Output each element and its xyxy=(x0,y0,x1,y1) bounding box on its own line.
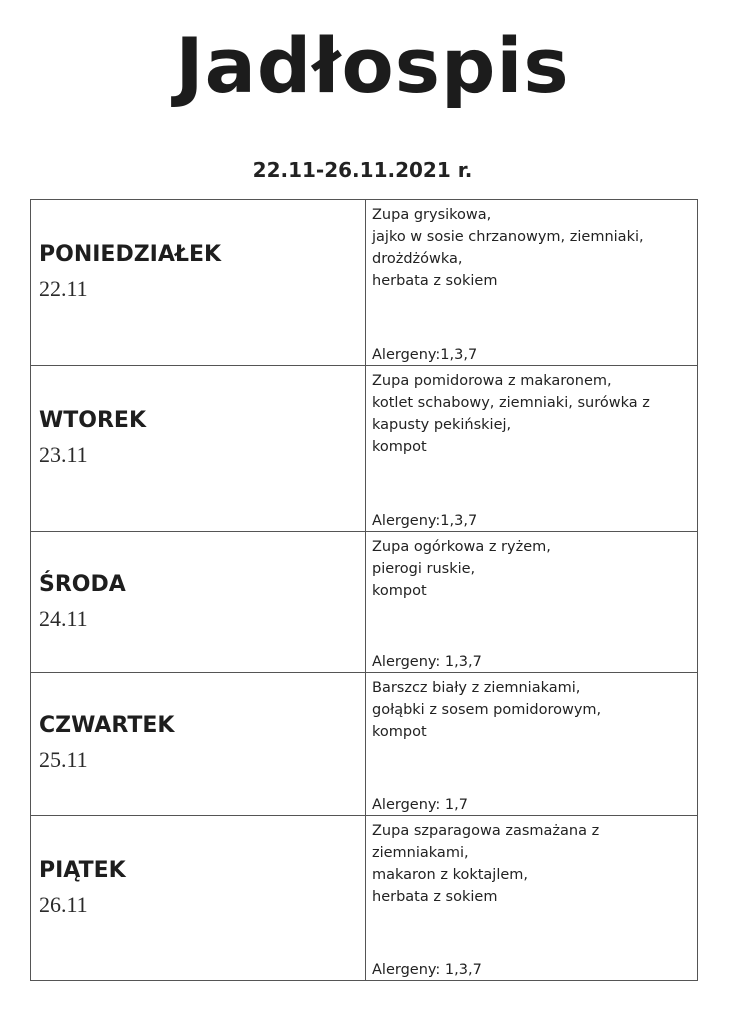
day-date: 22.11 xyxy=(39,276,88,301)
menu-row-wednesday xyxy=(31,532,698,673)
day-date: 26.11 xyxy=(39,892,88,917)
meal-line: kompot xyxy=(372,583,427,599)
day-date: 24.11 xyxy=(39,606,88,631)
allergens-label: Alergeny: 1,3,7 xyxy=(372,654,482,670)
allergens-label: Alergeny:1,3,7 xyxy=(372,513,478,529)
meal-line: makaron z koktajlem, xyxy=(372,867,529,883)
meal-line: Zupa pomidorowa z makaronem, xyxy=(372,373,612,389)
day-name: ŚRODA xyxy=(39,572,126,597)
meal-line: herbata z sokiem xyxy=(372,889,498,905)
meal-cell xyxy=(366,532,698,673)
meal-description xyxy=(372,370,693,458)
meal-line: Zupa ogórkowa z ryżem, xyxy=(372,539,551,555)
menu-table xyxy=(30,199,698,981)
meal-line: herbata z sokiem xyxy=(372,273,498,289)
meal-line: pierogi ruskie, xyxy=(372,561,476,577)
meal-description xyxy=(372,536,693,602)
menu-row-monday xyxy=(31,200,698,366)
meal-description xyxy=(372,204,693,292)
meal-line: kompot xyxy=(372,439,427,455)
date-range: 22.11-26.11.2021 r. xyxy=(252,158,473,182)
meal-line: drożdżówka, xyxy=(372,251,463,267)
meal-cell xyxy=(366,816,698,981)
day-date: 23.11 xyxy=(39,442,88,467)
meal-cell xyxy=(366,366,698,532)
day-name: CZWARTEK xyxy=(39,713,175,738)
day-cell xyxy=(31,673,366,816)
allergens-label: Alergeny: 1,3,7 xyxy=(372,962,482,978)
meal-line: Zupa grysikowa, xyxy=(372,207,492,223)
day-cell xyxy=(31,200,366,366)
day-name: PONIEDZIAŁEK xyxy=(39,242,222,267)
meal-line: kompot xyxy=(372,724,427,740)
menu-row-friday xyxy=(31,816,698,981)
meal-cell xyxy=(366,200,698,366)
allergens-label: Alergeny: 1,7 xyxy=(372,797,468,813)
day-cell xyxy=(31,816,366,981)
meal-line: kapusty pekińskiej, xyxy=(372,417,512,433)
day-cell xyxy=(31,532,366,673)
meal-line: jajko w sosie chrzanowym, ziemniaki, xyxy=(372,229,644,245)
day-date: 25.11 xyxy=(39,747,88,772)
meal-line: gołąbki z sosem pomidorowym, xyxy=(372,702,602,718)
day-cell xyxy=(31,366,366,532)
menu-row-tuesday xyxy=(31,366,698,532)
meal-line: Zupa szparagowa zasmażana z xyxy=(372,823,600,839)
day-name: PIĄTEK xyxy=(39,858,126,883)
meal-cell xyxy=(366,673,698,816)
menu-row-thursday xyxy=(31,673,698,816)
allergens-label: Alergeny:1,3,7 xyxy=(372,347,478,363)
day-name: WTOREK xyxy=(39,408,146,433)
page-title: Jadłospis xyxy=(175,21,570,110)
meal-description xyxy=(372,820,693,908)
meal-line: ziemniakami, xyxy=(372,845,469,861)
meal-line: kotlet schabowy, ziemniaki, surówka z xyxy=(372,395,650,411)
meal-line: Barszcz biały z ziemniakami, xyxy=(372,680,581,696)
meal-description xyxy=(372,677,693,743)
